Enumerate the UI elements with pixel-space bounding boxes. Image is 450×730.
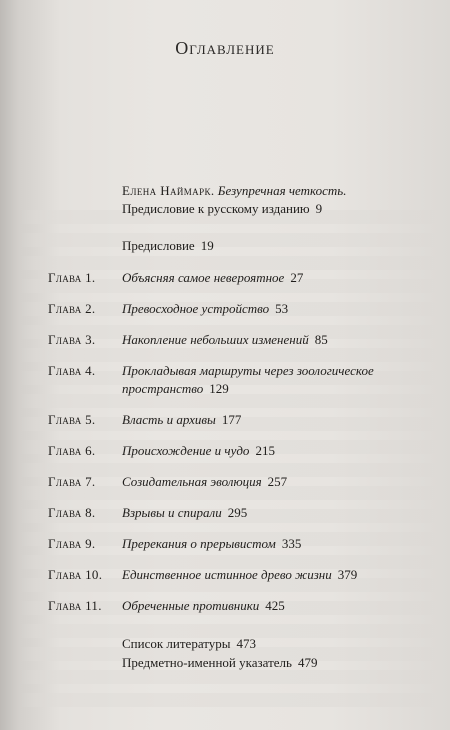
chapter-label: Глава 10. [48, 567, 103, 582]
chapter-label: Глава 7. [48, 474, 96, 489]
chapter-label: Глава 5. [48, 412, 96, 427]
chapter-title-line: Происхождение и чудо 215 [122, 443, 275, 458]
chapter-title-line: Единственное истинное древо жизни 379 [122, 567, 358, 582]
index-page: 479 [297, 655, 318, 670]
chapter-title-line: Превосходное устройство 53 [122, 301, 289, 316]
bibliography-label: Список литературы [122, 636, 231, 651]
foreword-ru-line2[interactable] [122, 201, 322, 217]
chapter-label: Глава 4. [48, 363, 96, 378]
chapter-title-line: Созидательная эволюция 257 [122, 474, 288, 489]
chapter-title-line-2: пространство 129 [122, 381, 229, 396]
chapter-label: Глава 6. [48, 443, 96, 458]
foreword-page: 19 [200, 238, 214, 253]
chapter-label: Глава 3. [48, 332, 96, 347]
chapter-title-line: Взрывы и спирали 295 [122, 505, 248, 520]
chapter-title-line: Пререкания о прерывистом 335 [122, 536, 302, 551]
chapter-label: Глава 1. [48, 270, 96, 285]
foreword-ru-page: 9 [315, 201, 323, 216]
chapter-label: Глава 8. [48, 505, 96, 520]
chapter-title-line: Обреченные противники 425 [122, 598, 285, 613]
chapter-label: Глава 9. [48, 536, 96, 551]
foreword-ru-author: Елена Наймарк. [122, 183, 215, 198]
chapter-title-line: Прокладывая маршруты через зоологическое [122, 363, 374, 378]
index-line[interactable] [122, 655, 317, 671]
chapter-label: Глава 11. [48, 598, 102, 613]
page-title: Оглавление [175, 38, 275, 58]
foreword-ru-line1[interactable] [122, 183, 346, 199]
foreword-ru-title: Безупречная четкость. [217, 183, 347, 198]
chapter-title-line: Власть и архивы 177 [122, 412, 242, 427]
bibliography-page: 473 [236, 636, 256, 651]
foreword-ru-subtitle: Предисловие к русскому изданию [122, 201, 310, 216]
chapter-label: Глава 2. [48, 301, 96, 316]
index-label: Предметно-именной указатель [122, 655, 292, 670]
chapter-title-line: Накопление небольших изменений 85 [122, 332, 328, 347]
foreword-label: Предисловие [122, 238, 195, 253]
chapter-title-line: Объясняя самое невероятное 27 [122, 270, 304, 285]
bibliography-line[interactable] [122, 636, 256, 652]
foreword-line[interactable] [122, 238, 214, 254]
